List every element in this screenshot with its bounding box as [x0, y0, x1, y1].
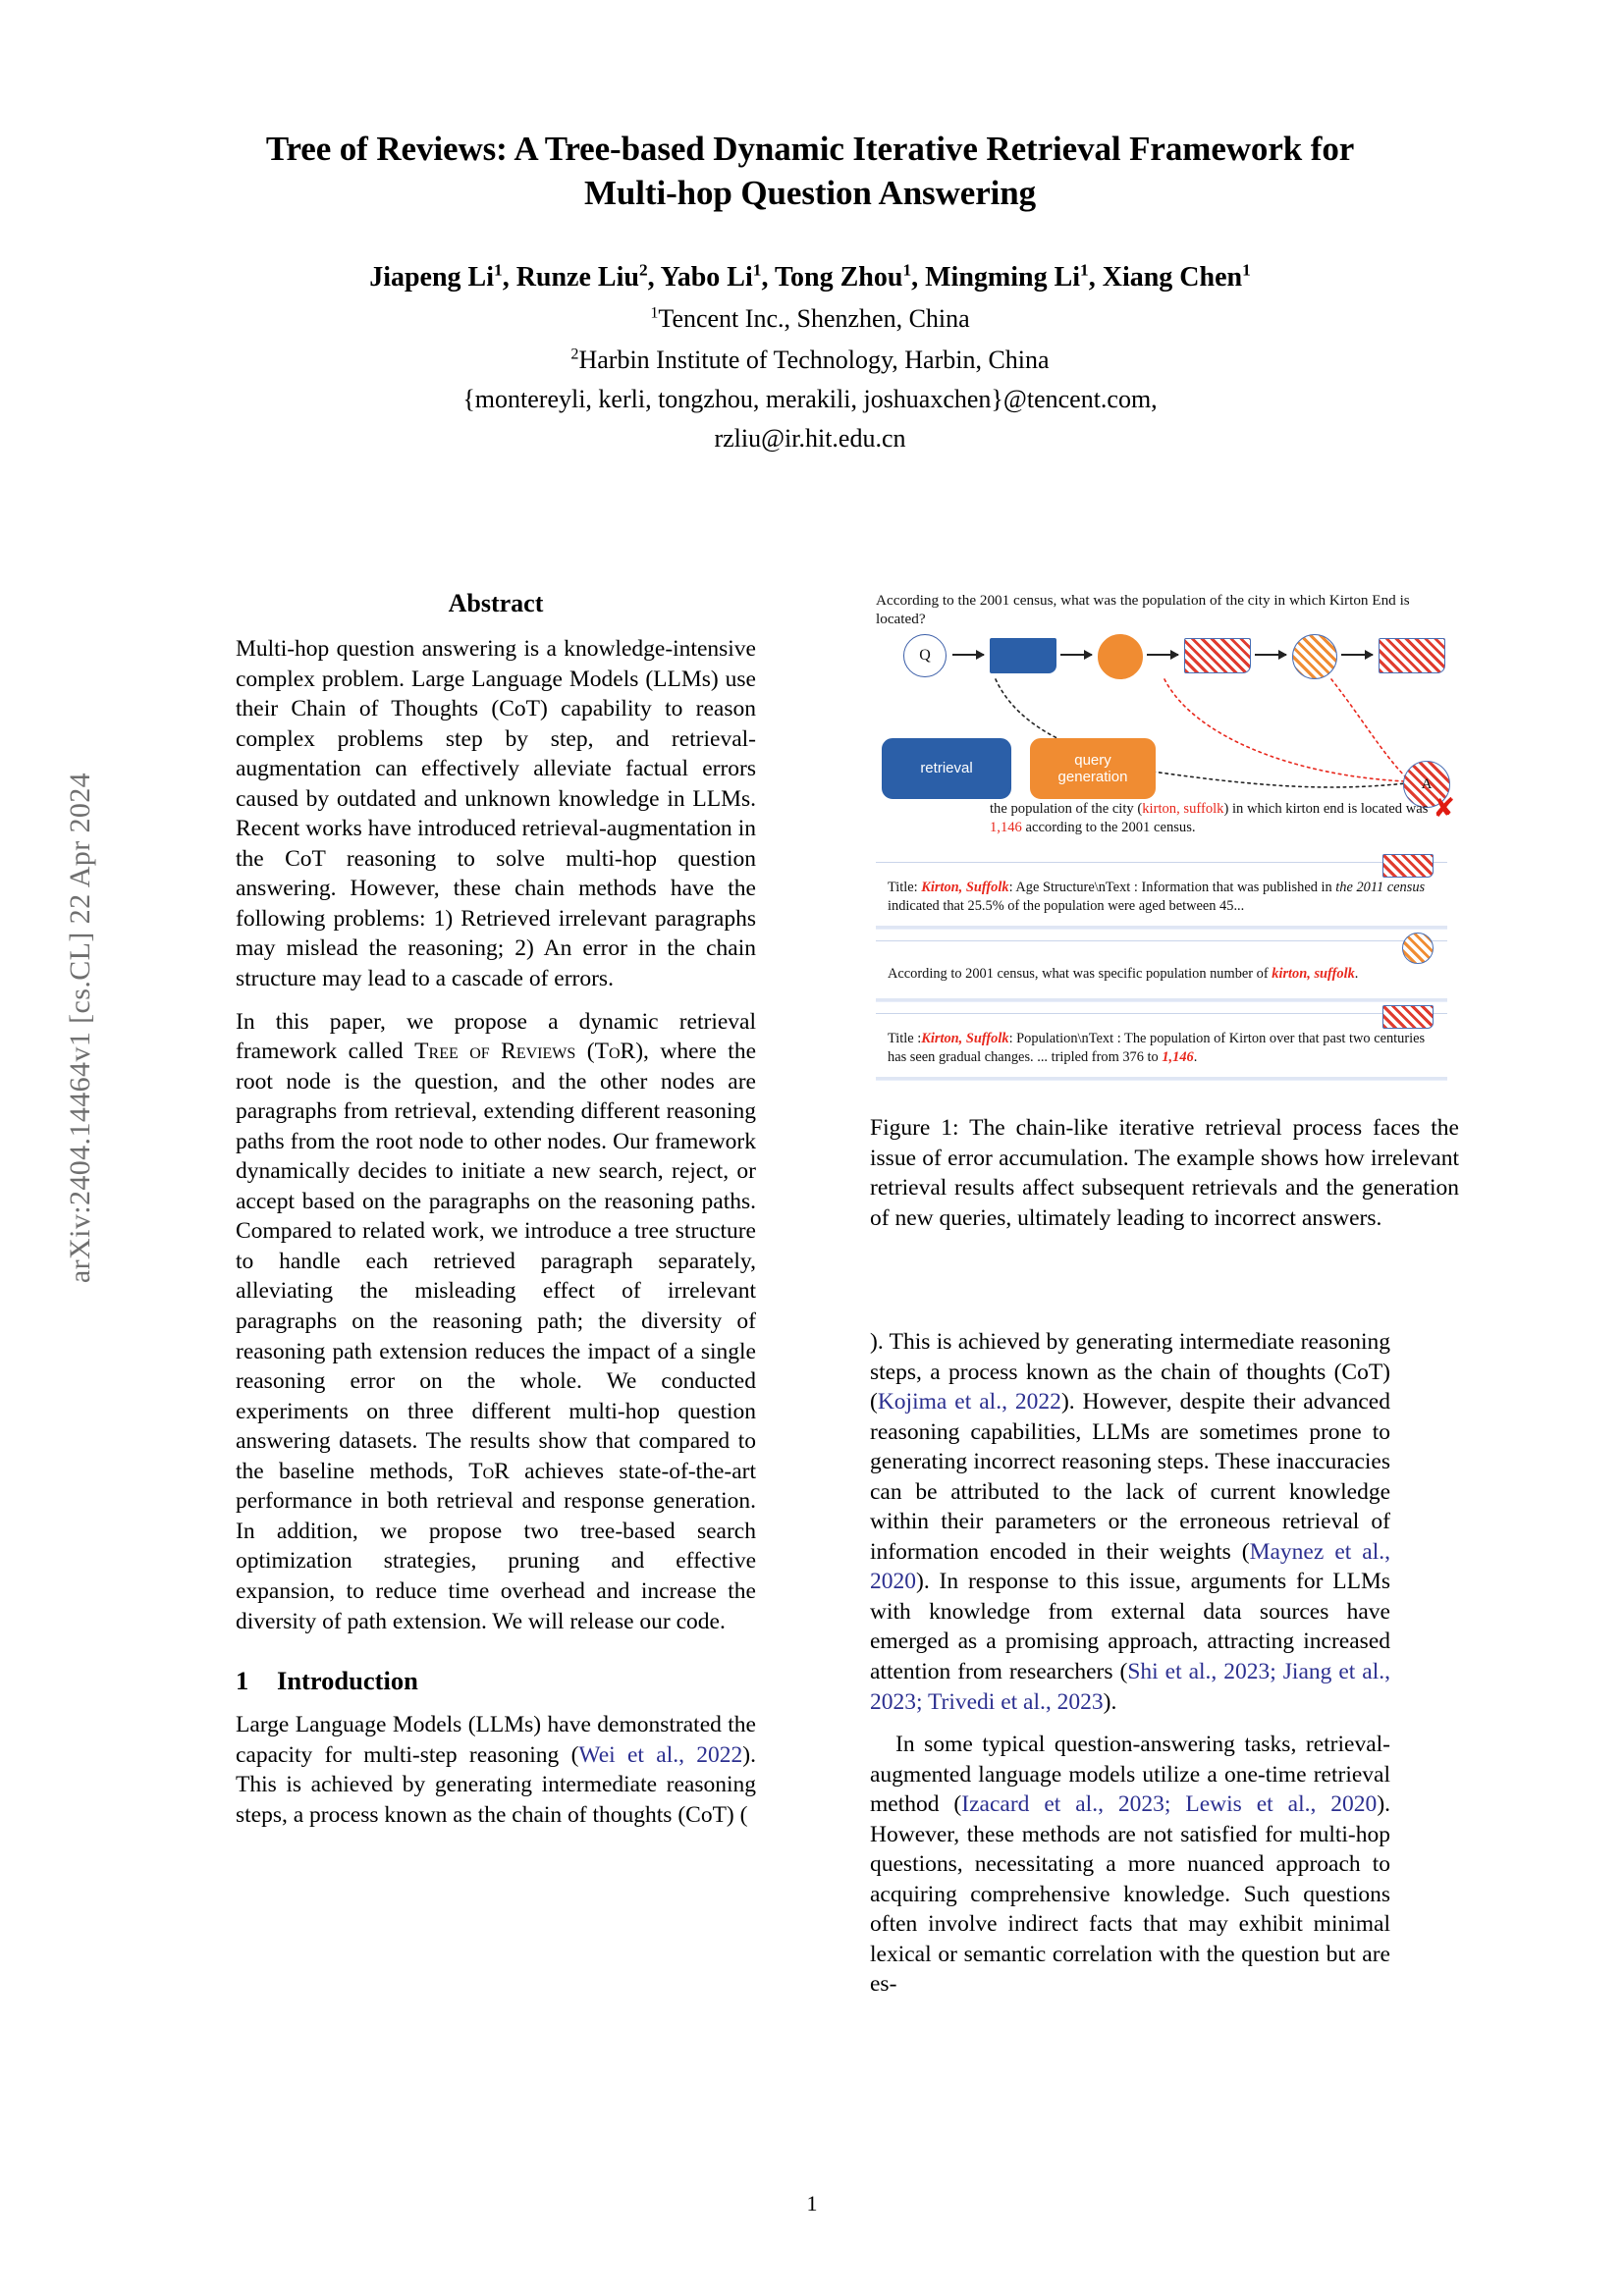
author-name: Tong Zhou [774, 261, 903, 293]
box1-part-c: indicated that 25.5% of the population were aged between 45... [888, 898, 1245, 915]
citation-lewis-2020[interactable]: Lewis et al., 2020 [1185, 1791, 1378, 1818]
legend-retrieval: retrieval [882, 738, 1011, 799]
author-affil-mark: 1 [494, 260, 503, 280]
node-question [903, 634, 947, 677]
abstract-p2-part-b: ( [575, 1039, 595, 1065]
tor-abbrev: ToR [594, 1039, 636, 1065]
legend-query-line-1: query [1074, 751, 1111, 769]
arrow-icon [1255, 654, 1286, 656]
figure-1-graphic [870, 589, 1459, 1114]
abstract-heading: Abstract [448, 589, 544, 617]
section-number: 1 [236, 1666, 249, 1696]
passage-type-chip-retrieval [1382, 1005, 1434, 1029]
tor-name-full: Tree of Reviews [414, 1039, 576, 1065]
intro-p1-part-b: ). This is achieved by generating intermediate reasoning steps, a process known as the chain of thoughts (CoT) ( [236, 1741, 756, 1828]
author-affil-mark: 1 [1080, 260, 1089, 280]
figure-question-text: According to the 2001 census, what was the population of the city in which Kirton End is located? [876, 592, 1410, 628]
node-retrieval-2-irrelevant [1184, 634, 1251, 673]
author-name: Yabo Li [660, 261, 753, 293]
error-cross-icon: ✘ [1433, 793, 1455, 823]
citation-kojima-2022[interactable]: Kojima et al., 2022 [877, 1389, 1061, 1415]
figure-chain-diagram [870, 634, 1459, 685]
figure-passage-box-1 [876, 862, 1447, 929]
abstract-p2-part-c: ), where the root node is the question, and the other nodes are paragraphs from retrieval, extending different reasoning paths from the root node to other nodes. Our framework dynamically decides to initiate a new search, reject, or accept based on the paragraphs on the reasoning paths. Compared to related work, we introduce a tree structure to handle each retrieved paragraph separately, alleviating the misleading effect of irrelevant paragraphs on the reasoning path; the diversity of reasoning path extension reduces the impact of a single reasoning error on the whole. We conducted experiments on three different multi-hop question answering datasets. The results show that compared to the baseline methods, [236, 1039, 756, 1484]
irrelevant-retrieval-shape [1184, 638, 1251, 673]
answer-highlight-entity: kirton, suffolk [1142, 801, 1224, 817]
abstract-p2-part-a: In this paper, we propose a dynamic retrieval framework called [236, 1008, 756, 1065]
affiliation-mark: 2 [570, 346, 579, 363]
query-node-shape [1098, 634, 1143, 679]
column-right [870, 1327, 1390, 2000]
legend-query-line-2: generation [1057, 769, 1128, 785]
page-title [167, 128, 1453, 216]
author-affil-mark: 2 [638, 260, 648, 280]
box2-highlight-entity: kirton, suffolk [1272, 966, 1355, 982]
citation-maynez-2020[interactable]: Maynez et al., 2020 [870, 1538, 1391, 1595]
intro-p2-part-b: ). However, these methods are not satisfied for multi-hop questions, necessitating a more nuanced approach to acquiring comprehensive knowledge. Such questions often involve indirect facts that may exhibit minimal lexical or semantic correlation with the question but are es- [870, 1791, 1391, 1998]
box3-highlight-title: Kirton, Suffolk [921, 1031, 1009, 1046]
title-line-2: Multi-hop Question Answering [583, 173, 1037, 212]
irrelevant-retrieval-shape [1379, 638, 1445, 673]
intro-p1-part-e: ). [1103, 1688, 1117, 1715]
box3-part-c: . [1193, 1049, 1198, 1066]
intro-paragraph-2 [870, 1730, 1390, 2000]
intro-p1-part-b2: ). This is achieved by generating intermediate reasoning steps, a process known as the chain of thoughts (CoT) ( [870, 1329, 1390, 1415]
figure-1 [870, 589, 1459, 1114]
figure-1-caption: Figure 1: The chain-like iterative retrieval process faces the issue of error accumulation. The example shows how irrelevant retrieval results affect subsequent retrievals and the generation of new queries, ultimately leading to incorrect answers. [870, 1115, 1459, 1231]
title-line-1: Tree of Reviews: A Tree-based Dynamic Iterative Retrieval Framework for [265, 130, 1355, 168]
arrow-icon [1341, 654, 1373, 656]
arrow-icon [1060, 654, 1092, 656]
intro-p1-part-a: Large Language Models (LLMs) have demonstrated the capacity for multi-step reasoning ( [236, 1712, 756, 1768]
citation-izacard-2023[interactable]: Izacard et al., 2023 [961, 1791, 1164, 1818]
intro-paragraph-1-continued [870, 1327, 1390, 1717]
citation-separator: ; [1164, 1791, 1186, 1818]
author-name: Runze Liu [515, 261, 639, 293]
passage-type-chip-retrieval [1382, 854, 1434, 878]
intro-p2-part-a: In some typical question-answering tasks, retrieval-augmented language models utilize a one-time retrieval method ( [870, 1732, 1390, 1818]
intro-paragraph-1 [236, 1710, 756, 1830]
node-answer: A [1403, 761, 1450, 808]
abstract-p2-part-d: achieves state-of-the-art performance in both retrieval and response generation. In addition, we propose two tree-based search optimization strategies, pruning and effective expansion, to reduce time overhead and increase the diversity of path extension. We will release our code. [236, 1458, 756, 1634]
answer-part-b: ) in which kirton end is located was [1223, 801, 1429, 817]
figure-legend [870, 734, 1459, 795]
title-block [167, 128, 1453, 455]
wrong-query-shape [1292, 634, 1337, 679]
box2-part-b: . [1354, 966, 1359, 982]
affiliation-1 [167, 301, 1453, 337]
author-name: Xiang Chen [1102, 261, 1243, 293]
author-affil-mark: 1 [1242, 260, 1251, 280]
citation-shi-2023[interactable]: Shi et al., 2023 [1127, 1659, 1271, 1685]
citation-separator: ; [1270, 1659, 1283, 1685]
author-affil-mark: 1 [902, 260, 912, 280]
box3-part-b: : Population\nText : The population of Kirton over that past two centuries has seen gradual changes. ... tripled from 376 to [888, 1031, 1426, 1066]
answer-part-c: according to the 2001 census. [1021, 820, 1196, 836]
box3-highlight-number: 1,146 [1162, 1049, 1194, 1066]
page-number: 1 [806, 2191, 818, 2216]
figure-passage-box-3 [876, 1013, 1447, 1080]
box1-part-a: Title: [888, 880, 922, 895]
node-retrieval-3-irrelevant [1379, 634, 1445, 673]
intro-p1-part-c: ). However, despite their advanced reasoning capabilities, LLMs are sometimes prone to generating incorrect reasoning steps. These inaccuracies can be attributed to the lack of current knowledge within their parameters or the erroneous retrieval of information encoded in their weights ( [870, 1389, 1390, 1565]
node-query-generation-2-wrong [1292, 634, 1337, 679]
question-node-label: Q [903, 634, 947, 677]
tor-abbrev: ToR [468, 1458, 510, 1484]
arxiv-stamp: arXiv:2404.14464v1 [cs.CL] 22 Apr 2024 [64, 772, 96, 1284]
affiliation-2 [167, 343, 1453, 378]
affiliation-text: Tencent Inc., Shenzhen, China [658, 303, 970, 333]
intro-p1-part-d: ). In response to this issue, arguments for LLMs with knowledge from external data sources have emerged as a promising approach, attracting increased attention from researchers ( [870, 1569, 1390, 1685]
email-line-1: {montereyli, kerli, tongzhou, merakili, joshuaxchen}@tencent.com, [462, 384, 1158, 413]
abstract-paragraph-1: Multi-hop question answering is a knowledge-intensive complex problem. Large Language Models (LLMs) use their Chain of Thoughts (CoT) capability to reason complex problems step by step, and retrieval-augmentation can effectively alleviate factual errors caused by outdated and unknown knowledge in LLMs. Recent works have introduced retrieval-augmentation in the CoT reasoning to solve multi-hop question answering. However, these chain methods have the following problems: 1) Retrieved irrelevant paragraphs may mislead the reasoning; 2) An error in the chain structure may lead to a cascade of errors. [236, 636, 756, 992]
author-affil-mark: 1 [752, 260, 762, 280]
node-query-generation-1 [1098, 634, 1143, 679]
box3-part-a: Title : [888, 1031, 922, 1046]
affiliation-mark: 1 [650, 304, 659, 322]
author-name: Mingming Li [925, 261, 1081, 293]
retrieval-node-shape [990, 638, 1056, 673]
abstract-paragraph-2 [236, 1007, 756, 1636]
email-line-2: rzliu@ir.hit.edu.cn [714, 423, 906, 453]
author-list: Jiapeng Li$^1$, Runze Liu$^2$, Yabo Li$^1$, Tong Zhou$^1$, Mingming Li$^1$, Xiang Chen$^1$ [369, 260, 1251, 293]
legend-query-generation [1030, 738, 1156, 799]
figure-passage-box-2 [876, 940, 1447, 1001]
figure-generated-answer [990, 800, 1434, 838]
author-name: Jiapeng Li [369, 261, 494, 293]
arrow-icon [952, 654, 984, 656]
passage-type-chip-query [1402, 933, 1434, 964]
citation-separator: ; [916, 1688, 928, 1715]
section-heading-introduction [236, 1666, 756, 1696]
box1-highlight-title: Kirton, Suffolk [921, 880, 1009, 895]
affiliation-text: Harbin Institute of Technology, Harbin, China [578, 345, 1050, 374]
box1-italic-census: the 2011 census [1335, 880, 1426, 895]
answer-highlight-number: 1,146 [990, 820, 1022, 836]
citation-wei-2022[interactable]: Wei et al., 2022 [578, 1741, 743, 1768]
column-left [236, 589, 756, 1830]
section-title: Introduction [277, 1666, 418, 1696]
arrow-icon [1147, 654, 1178, 656]
citation-jiang-2023[interactable]: Jiang et al., 2023 [870, 1659, 1390, 1715]
node-retrieval-1 [990, 634, 1056, 673]
answer-part-a: the population of the city ( [990, 801, 1143, 817]
box2-part-a: According to 2001 census, what was specific population number of [888, 966, 1272, 982]
citation-trivedi-2023[interactable]: Trivedi et al., 2023 [927, 1688, 1104, 1715]
box1-part-b: : Age Structure\nText : Information that was published in [1008, 880, 1336, 895]
